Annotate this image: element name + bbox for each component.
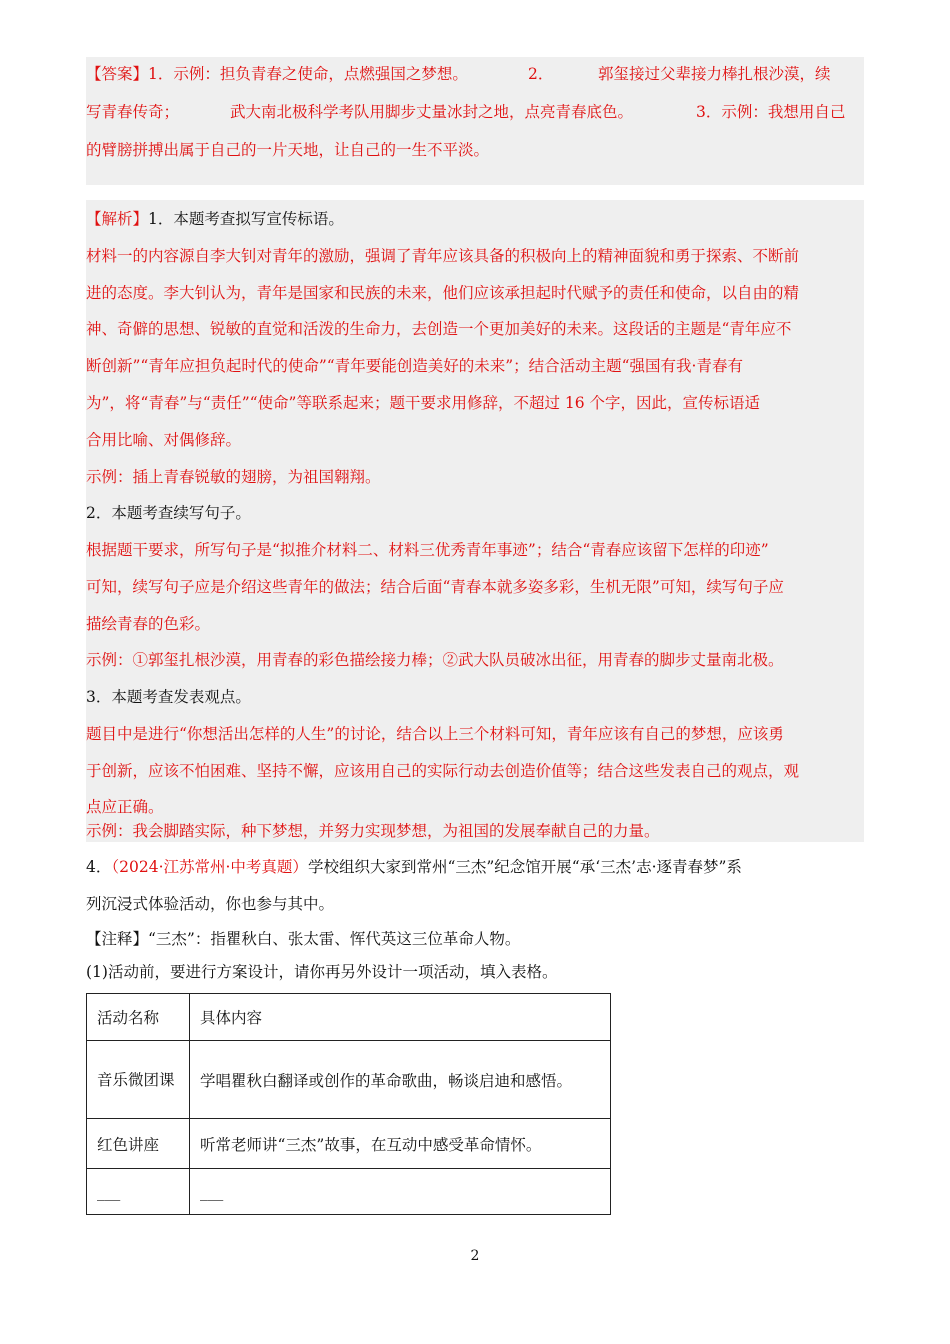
- question-note: 【注释】“三杰”：指瞿秋白、张太雷、恽代英这三位革命人物。: [86, 930, 521, 948]
- analysis-line: 于创新，应该不怕困难、坚持不懈，应该用自己的实际行动去创造价值等；结合这些发表自己的观点，观: [86, 762, 800, 780]
- table-cell-blank: ___: [87, 1169, 190, 1215]
- analysis-line: 可知，续写句子应是介绍这些青年的做法；结合后面“青春本就多姿多彩，生机无限”可知，续写句子应: [86, 578, 784, 596]
- table-header-row: [87, 994, 611, 1041]
- answer-line-1c: 郭玺接过父辈接力棒扎根沙漠，续: [598, 65, 831, 83]
- analysis-example-2: 示例：①郭玺扎根沙漠，用青春的彩色描绘接力棒；②武大队员破冰出征，用青春的脚步丈量南北极。: [86, 651, 784, 669]
- table-cell-blank: ___: [190, 1169, 611, 1215]
- table-cell: 学唱瞿秋白翻译或创作的革命歌曲，畅谈启迪和感悟。: [190, 1041, 611, 1119]
- analysis-line: 进的态度。李大钊认为，青年是国家和民族的未来，他们应该承担起时代赋予的责任和使命，以自由的精: [86, 284, 800, 302]
- table-cell: 音乐微团课: [87, 1041, 190, 1119]
- answer-line-2c: 3．示例：我想用自己: [696, 103, 846, 121]
- table-row: [87, 1169, 611, 1215]
- table-header-cell: 具体内容: [190, 994, 611, 1041]
- answer-line-2a: 写青春传奇；: [86, 103, 180, 121]
- question-source: （2024·江苏常州·中考真题）: [111, 858, 308, 876]
- analysis-example-3: 示例：我会脚踏实际，种下梦想，并努力实现梦想，为祖国的发展奉献自己的力量。: [86, 822, 660, 840]
- analysis-line: 点应正确。: [86, 798, 164, 816]
- analysis-line: 合用比喻、对偶修辞。: [86, 431, 242, 449]
- analysis-example-1: 示例：插上青春锐敏的翅膀，为祖国翱翔。: [86, 468, 381, 486]
- answer-line-1b: 2．: [528, 65, 554, 83]
- analysis-line: 描绘青春的色彩。: [86, 615, 211, 633]
- activity-table: [86, 993, 611, 1215]
- analysis-line: 材料一的内容源自李大钊对青年的激励，强调了青年应该具备的积极向上的精神面貌和勇于探索、不断前: [86, 247, 800, 265]
- question-4-line-2: 列沉浸式体验活动，你也参与其中。: [86, 895, 335, 913]
- analysis-line: 断创新”“青年应担负起时代的使命”“青年要能创造美好的未来”；结合活动主题“强国有我·青春有: [86, 357, 743, 375]
- analysis-first-line: 【解析】1．本题考查拟写宣传标语。: [86, 210, 344, 228]
- analysis-line: 为”，将“青春”与“责任”“使命”等联系起来；题干要求用修辞，不超过 16 个字，因此，宣传标语适: [86, 394, 761, 412]
- analysis-item-3-title: 3．本题考查发表观点。: [86, 688, 251, 706]
- answer-line-3: 的臂膀拼搏出属于自己的一片天地，让自己的一生不平淡。: [86, 141, 490, 159]
- answer-line-2b: 武大南北极科学考队用脚步丈量冰封之地，点亮青春底色。: [230, 103, 634, 121]
- analysis-line: 题目中是进行“你想活出怎样的人生”的讨论，结合以上三个材料可知，青年应该有自己的梦想，应该勇: [86, 725, 784, 743]
- analysis-line: 根据题干要求，所写句子是“拟推介材料二、材料三优秀青年事迹”；结合“青春应该留下怎样的印迹”: [86, 541, 769, 559]
- answer-line-1a: 【答案】1．示例：担负青春之使命，点燃强国之梦想。: [86, 65, 468, 83]
- table-row: [87, 1041, 611, 1119]
- question-4-line-1: 4．（2024·江苏常州·中考真题）学校组织大家到常州“三杰”纪念馆开展“承‘三杰’志·逐青春梦”系: [86, 858, 742, 876]
- page-number: 2: [470, 1248, 480, 1264]
- sub-question-1: (1)活动前，要进行方案设计，请你再另外设计一项活动，填入表格。: [86, 963, 558, 981]
- table-cell: 红色讲座: [87, 1119, 190, 1169]
- analysis-label: 【解析】: [86, 210, 149, 228]
- analysis-item-2-title: 2．本题考查续写句子。: [86, 504, 251, 522]
- answer-label: 【答案】: [86, 65, 149, 83]
- analysis-line: 神、奇僻的思想、锐敏的直觉和活泼的生命力，去创造一个更加美好的未来。这段话的主题是“青年应不: [86, 320, 792, 338]
- table-row: [87, 1119, 611, 1169]
- table-cell: 听常老师讲“三杰”故事，在互动中感受革命情怀。: [190, 1119, 611, 1169]
- table-header-cell: 活动名称: [87, 994, 190, 1041]
